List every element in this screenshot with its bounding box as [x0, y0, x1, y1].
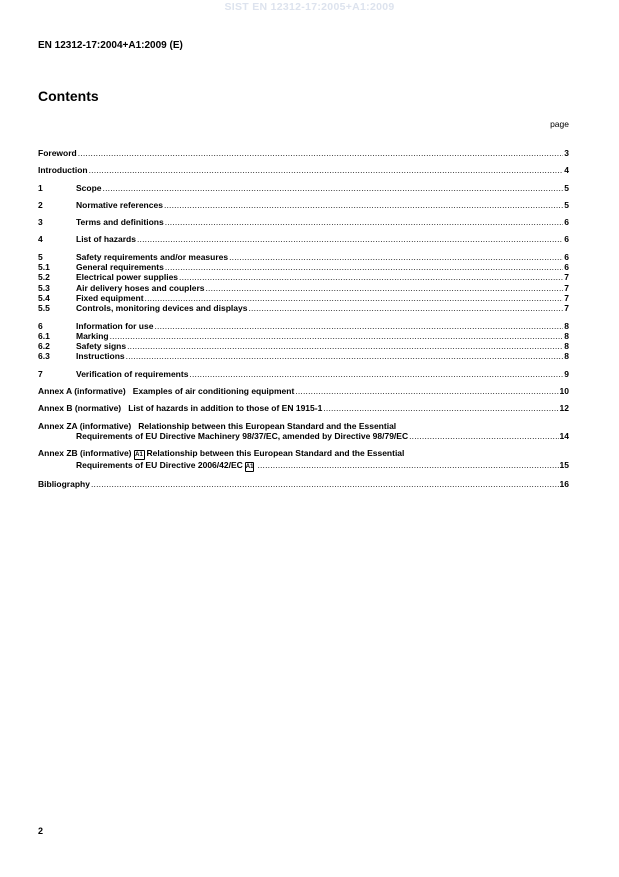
toc-page: 12: [559, 403, 569, 414]
toc-page: 7: [564, 282, 569, 293]
toc-title: Bibliography: [38, 479, 90, 490]
toc-page: 8: [564, 351, 569, 362]
toc-page: 7: [564, 303, 569, 314]
toc-title: List of hazards: [76, 234, 136, 245]
toc-title: Safety signs: [76, 341, 127, 352]
toc-number: 3: [38, 217, 43, 228]
page-number: 2: [38, 826, 44, 836]
toc-page: 5: [564, 182, 569, 193]
toc-title: Terms and definitions: [76, 217, 164, 228]
toc-title: Foreword: [38, 148, 77, 158]
toc-entry-introduction[interactable]: [38, 165, 569, 175]
toc-entry-annex-za[interactable]: [38, 421, 569, 442]
toc-entry-5-5[interactable]: [38, 303, 569, 313]
toc-entry-5-2[interactable]: [38, 272, 569, 282]
toc-entry-1[interactable]: [38, 183, 569, 193]
toc-page: 9: [564, 368, 569, 379]
toc-page: 3: [564, 148, 569, 158]
toc-title: Instructions: [76, 351, 125, 362]
toc-title-rest: Relationship between this European Standard and the Essential: [146, 448, 405, 459]
toc-page: 4: [564, 165, 569, 176]
toc-page: 10: [559, 386, 569, 397]
toc-entry-bibliography[interactable]: [38, 479, 569, 489]
toc-entry-3[interactable]: [38, 217, 569, 227]
toc-number: 5.5: [38, 303, 50, 314]
toc-entry-5-4[interactable]: [38, 293, 569, 303]
toc-number: 4: [38, 234, 43, 245]
toc-page: 6: [564, 251, 569, 262]
toc-entry-5-1[interactable]: [38, 262, 569, 272]
amendment-end-icon: A1: [245, 464, 254, 471]
toc-page: 14: [559, 430, 569, 441]
toc-number: 5.1: [38, 262, 50, 273]
document-id: EN 12312-17:2004+A1:2009 (E): [38, 40, 183, 51]
page-title: Contents: [38, 88, 99, 104]
toc-page: 8: [564, 330, 569, 341]
toc-number: 7: [38, 368, 43, 379]
toc-page: 6: [564, 234, 569, 245]
toc-page: 7: [564, 272, 569, 283]
toc-title: Annex ZB (informative): [38, 448, 132, 459]
toc-page: 8: [564, 320, 569, 331]
toc-entry-5[interactable]: [38, 252, 569, 262]
toc-entry-foreword[interactable]: [38, 148, 569, 158]
toc-number: 5: [38, 251, 43, 262]
toc-entry-5-3[interactable]: [38, 283, 569, 293]
toc-page: 8: [564, 341, 569, 352]
toc-page: 6: [564, 262, 569, 273]
toc-number: 1: [38, 182, 43, 193]
toc-page: 16: [559, 479, 569, 490]
toc-title: Verification of requirements: [76, 368, 189, 379]
amendment-start-icon: A1: [135, 452, 143, 459]
toc-title-continued: Requirements of EU Directive Machinery 98/37/EC, amended by Directive 98/79/EC: [76, 430, 409, 441]
toc-entry-annex-b[interactable]: [38, 403, 569, 413]
toc-title: Electrical power supplies: [76, 272, 179, 283]
toc-entry-6-3[interactable]: [38, 351, 569, 361]
toc-title: Annex A (informative) Examples of air conditioning equipment: [38, 386, 295, 397]
toc-title: Annex B (normative) List of hazards in addition to those of EN 1915-1: [38, 403, 323, 414]
toc-title: Air delivery hoses and couplers: [76, 282, 205, 293]
toc-title: Normative references: [76, 199, 163, 210]
toc-title: Fixed equipment: [76, 292, 144, 303]
toc-entry-4[interactable]: [38, 234, 569, 244]
toc-entry-2[interactable]: [38, 200, 569, 210]
toc-number: 2: [38, 199, 43, 210]
toc-entry-annex-a[interactable]: [38, 386, 569, 396]
toc-title: General requirements: [76, 262, 164, 273]
toc-entry-7[interactable]: [38, 369, 569, 379]
toc-page: 7: [564, 292, 569, 303]
toc-title: Information for use: [76, 320, 154, 331]
watermark: SIST EN 12312-17:2005+A1:2009: [224, 1, 395, 13]
toc-title: Introduction: [38, 165, 88, 176]
toc-title-continued: Requirements of EU Directive 2006/42/EC: [76, 460, 243, 471]
toc-number: 6: [38, 320, 43, 331]
toc-page: 6: [564, 217, 569, 228]
toc-title: Safety requirements and/or measures: [76, 251, 229, 262]
toc-entry-annex-zb[interactable]: [38, 448, 569, 472]
toc-page: 15: [559, 460, 569, 471]
toc-title: Scope: [76, 182, 102, 193]
toc-number: 5.2: [38, 272, 50, 283]
toc-number: 6.2: [38, 341, 50, 352]
toc-entry-6-2[interactable]: [38, 341, 569, 351]
toc-title: Annex ZA (informative) Relationship between this European Standard and the Essential: [38, 420, 397, 431]
table-of-contents: [38, 148, 569, 490]
page-column-label: page: [550, 119, 569, 129]
toc-number: 5.4: [38, 292, 50, 303]
toc-number: 5.3: [38, 282, 50, 293]
toc-page: 5: [564, 199, 569, 210]
toc-entry-6[interactable]: [38, 321, 569, 331]
toc-number: 6.1: [38, 330, 50, 341]
toc-number: 6.3: [38, 351, 50, 362]
toc-title: Marking: [76, 330, 109, 341]
toc-entry-6-1[interactable]: [38, 331, 569, 341]
toc-title: Controls, monitoring devices and displays: [76, 303, 248, 314]
